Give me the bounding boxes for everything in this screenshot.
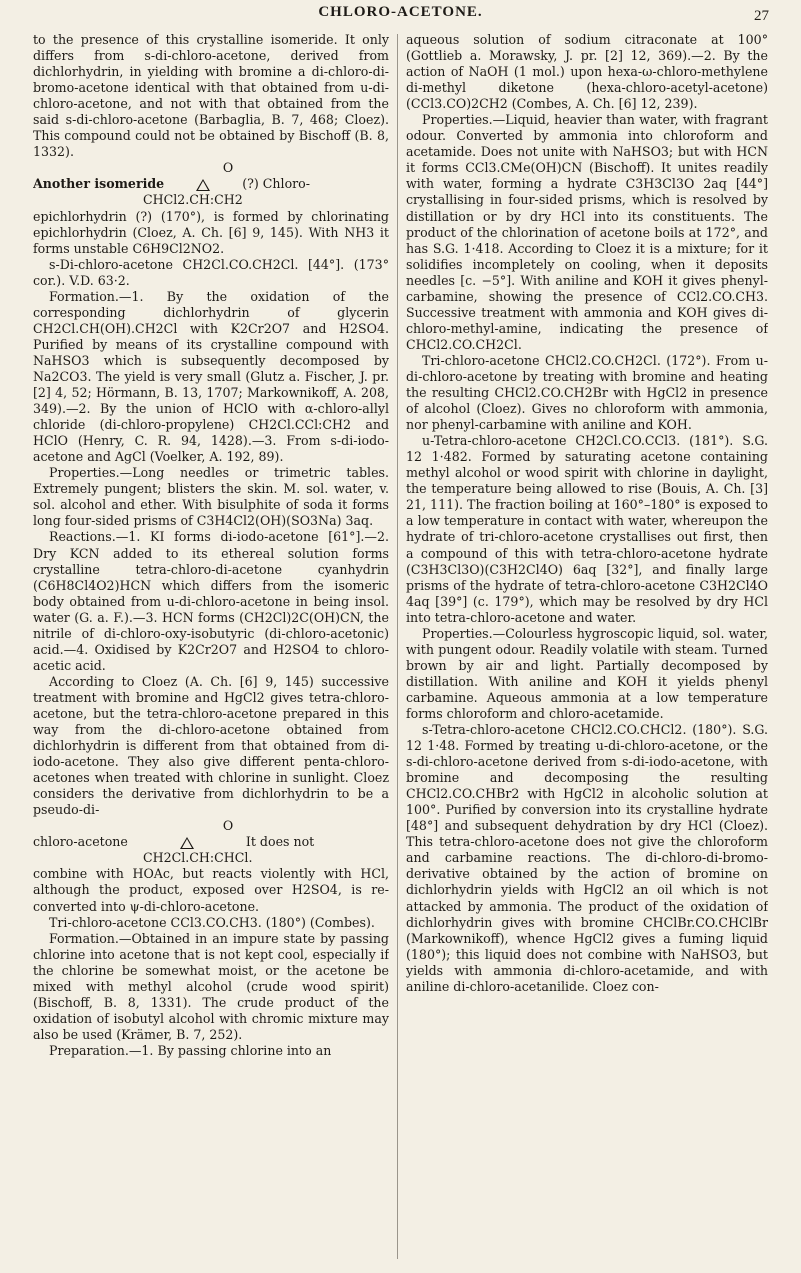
left-column bbox=[33, 32, 389, 1267]
page-number: 27 bbox=[754, 8, 769, 24]
compound-heading: Tri-chloro-acetone CCl3.CO.CH3. (180°) (Combes). bbox=[49, 914, 375, 930]
paragraph: Formation.—Obtained in an impure state by passing chlorine into acetone that is not kept cool, especially if the chlorine be somewhat moist, or the acetone be mixed with methyl alcohol (crude wood spirit) (Bischoff, B. 8, 1331). The crude product of the oxidation of isobutyl alcohol with chromic mixture may also be used (Krämer, B. 7, 252). bbox=[33, 930, 389, 1042]
compound-heading: u-Tetra-chloro-acetone CH2Cl.CO.CCl3. (181°). S.G. 12 1·482. Formed by saturating acetone containing methyl alcohol or wood spirit with chlorine in daylight, the temperature being allowed to rise (Bouis, A. Ch. [3] 21, 111). The fraction boiling at 160°–180° is exposed to a low temperature in contact with water, whereupon the hydrate of tri-chloro-acetone crystallises out first, then a compound of this with tetra-chloro-acetone hydrate (C3H3Cl3O)(C3H2Cl4O) 6aq [32°], and finally large prisms of the hydrate of tetra-chloro-acetone C3H2Cl4O 4aq [39°] (c. 179°), which may be resolved by dry HCl into tetra-chloro-acetone and water. bbox=[406, 433, 768, 625]
epoxide-ring-icon bbox=[168, 176, 238, 192]
paragraph: Properties.—Colourless hygroscopic liquid, sol. water, with pungent odour. Readily volatile with steam. Turned brown by air and light. Partially decomposed by distillation. With aniline and KOH it yields phenyl carbamine. Aqueous ammonia at a low temperature forms chloroform and chloro-acetamide. bbox=[406, 625, 768, 721]
oxygen-label: O bbox=[222, 818, 234, 834]
formula: CH2Cl.CH:CHCl. bbox=[143, 850, 253, 866]
formula: CHCl2.CH:CH2 bbox=[143, 192, 243, 208]
epoxide-ring-icon bbox=[132, 834, 242, 850]
compound-heading: s-Di-chloro-acetone CH2Cl.CO.CH2Cl. [44°]. (173° cor.). V.D. 63·2. bbox=[33, 256, 389, 288]
paragraph: aqueous solution of sodium citraconate at 100° (Gottlieb a. Morawsky, J. pr. [2] 12, 369).—2. By the action of NaOH (1 mol.) upon hexa-ω-chloro-methylene di-methyl diketone (hexa-chloro-acetyl-acetone) (CCl3.CO)2CH2 (Combes, A. Ch. [6] 12, 239). bbox=[406, 32, 768, 112]
compound-heading: Tri-chloro-acetone CHCl2.CO.CH2Cl. (172°). From u-di-chloro-acetone by treating with bromine and heating the resulting CHCl2.CO.CH2Br with HgCl2 in presence of alcohol (Cloez). Gives no chloroform with ammonia, nor phenyl-carbamine with aniline and KOH. bbox=[406, 352, 768, 433]
paragraph: to the presence of this crystalline isomeride. It only differs from s-di-chloro-acetone, derived from dichlorhydrin, in yielding with bromine a di-chloro-di-bromo-acetone identical with that obtained from u-di-chloro-acetone, and not with that obtained from the said s-di-chloro-acetone (Barbaglia, B. 7, 468; Cloez). This compound could not be obtained by Bischoff (B. 8, 1332). bbox=[33, 32, 389, 160]
paragraph: Preparation.—1. By passing chlorine into an bbox=[49, 1042, 332, 1058]
compound-name: chloro-acetone bbox=[33, 834, 128, 850]
text-fragment: It does not bbox=[245, 834, 315, 850]
column-divider bbox=[397, 34, 398, 1259]
formula-line bbox=[33, 834, 389, 850]
formula-line bbox=[33, 176, 389, 192]
paragraph: According to Cloez (A. Ch. [6] 9, 145) successive treatment with bromine and HgCl2 gives tetra-chloro-acetone, but the tetra-chloro-acetone prepared in this way from the di-chloro-acetone obtained from dichlorhydrin is different from that obtained from di-iodo-acetone. They also give different penta-chloro-acetones when treated with chlorine in sunlight. Cloez considers the derivative from dichlorhydrin to be a pseudo-di- bbox=[33, 673, 389, 818]
right-column bbox=[406, 32, 768, 1267]
paragraph: combine with HOAc, but reacts violently with HCl, although the product, exposed over H2SO4, is re-converted into ψ-di-chloro-acetone. bbox=[33, 866, 389, 914]
paragraph: Formation.—1. By the oxidation of the corresponding dichlorhydrin of glycerin CH2Cl.CH(OH).CH2Cl with K2Cr2O7 and H2SO4. Purified by means of its crystalline compound with NaHSO3 which is subsequently decomposed by Na2CO3. The yield is very small (Glutz a. Fischer, J. pr. [2] 4, 52; Hörmann, B. 13, 1707; Markownikoff, A. 208, 349).—2. By the union of HClO with α-chloro-allyl chloride (di-chloro-propylene) CH2Cl.CCl:CH2 and HClO (Henry, C. R. 94, 1428).—3. From s-di-iodo-acetone and AgCl (Voelker, A. 192, 89). bbox=[33, 288, 389, 465]
paragraph: Properties.—Liquid, heavier than water, with fragrant odour. Converted by ammonia into chloroform and acetamide. Does not unite with NaHSO3; but with HCN it forms CCl3.CMe(OH)CN (Bischoff). It unites readily with water, forming a hydrate C3H3Cl3O 2aq [44°] crystallising in four-sided prisms, which is resolved by distillation or by dry HCl into its constituents. The product of the chlorination of acetone boils at 172°, and has S.G. 1·418. According to Cloez it is a mixture; for it solidifies incompletely on cooling, when it deposits needles [c. −5°]. With aniline and KOH it gives phenyl-carbamine, showing the presence of CCl2.CO.CH3. Successive treatment with ammonia and KOH gives di-chloro-methyl-amine, indicating the presence of CHCl2.CO.CH2Cl. bbox=[406, 112, 768, 352]
paragraph: Properties.—Long needles or trimetric tables. Extremely pungent; blisters the skin. M. sol. water, v. sol. alcohol and ether. With bisulphite of soda it forms long four-sided prisms of C3H4Cl2(OH)(SO3Na) 3aq. bbox=[33, 465, 389, 529]
compound-name: (?) Chloro- bbox=[242, 176, 311, 192]
heading-isomeride: Another isomeride bbox=[33, 176, 165, 192]
page-header bbox=[0, 4, 801, 28]
compound-heading: s-Tetra-chloro-acetone CHCl2.CO.CHCl2. (180°). S.G. 12 1·48. Formed by treating u-di-chloro-acetone, or the s-di-chloro-acetone derived from s-di-iodo-acetone, with bromine and decomposing the resulting CHCl2.CO.CHBr2 with HgCl2 in alcoholic solution at 100°. Purified by conversion into its crystalline hydrate [48°] and subsequent dehydration by dry HCl (Cloez). This tetra-chloro-acetone does not give the chloroform and carbamine reactions. The di-chloro-di-bromo-derivative obtained by the action of bromine on dichlorhydrin yields with HgCl2 an oil which is not attacked by ammonia. The product of the oxidation of dichlorhydrin gives with bromine CHClBr.CO.CHClBr (Markownikoff), whence HgCl2 gives a fuming liquid (180°); this liquid does not combine with NaHSO3, but yields with ammonia di-chloro-acetamide, and with aniline di-chloro-acetanilide. Cloez con- bbox=[406, 722, 768, 994]
oxygen-label: O bbox=[222, 160, 234, 176]
paragraph: Reactions.—1. KI forms di-iodo-acetone [61°].—2. Dry KCN added to its ethereal solution forms crystalline tetra-chloro-di-acetone cyanhydrin (C6H8Cl4O2)HCN which differs from the isomeric body obtained from u-di-chloro-acetone in being insol. water (G. a. F.).—3. HCN forms (CH2Cl)2C(OH)CN, the nitrile of di-chloro-oxy-isobutyric (di-chloro-acetonic) acid.—4. Oxidised by K2Cr2O7 and H2SO4 to chloro-acetic acid. bbox=[33, 529, 389, 673]
paragraph: epichlorhydrin (?) (170°), is formed by chlorinating epichlorhydrin (Cloez, A. Ch. [6] 9, 145). With NH3 it forms unstable C6H9Cl2NO2. bbox=[33, 208, 389, 256]
running-head: CHLORO-ACETONE. bbox=[318, 4, 483, 20]
